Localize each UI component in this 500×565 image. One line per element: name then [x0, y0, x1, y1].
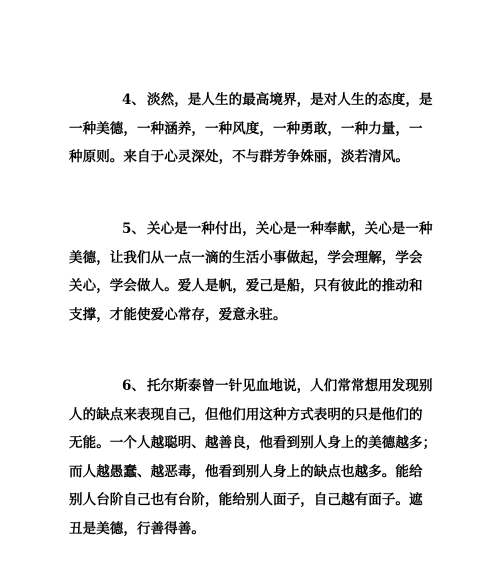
paragraph-first-line	[69, 372, 433, 401]
paragraph-first-line	[69, 215, 433, 244]
paragraph-line: 丑是美德，行善得善。	[69, 520, 205, 537]
paragraph-number: 4、	[122, 92, 146, 108]
paragraph-text: 淡然，是人生的最高境界，是对人生的态度，是	[147, 92, 433, 108]
paragraph-line: 美德，让我们从一点一滴的生活小事做起，学会理解，学会	[69, 249, 423, 266]
paragraph-line: 别人台阶自己也有台阶，能给别人面子，自己越有面子。遮	[69, 492, 423, 508]
paragraph-line: 无能。一个人越聪明、越善良，他看到别人身上的美德越多；	[69, 435, 437, 451]
paragraph-6	[69, 372, 437, 543]
paragraph-number: 6、	[122, 378, 146, 394]
paragraph-text: 关心是一种付出，关心是一种奉献，关心是一种	[147, 221, 433, 237]
paragraph-line: 而人越愚蠢、越恶毒，他看到别人身上的缺点也越多。能给	[69, 463, 423, 480]
paragraph-line: 种原则。来自于心灵深处，不与群芳争姝丽，淡若清风。	[69, 149, 409, 165]
paragraph-first-line	[69, 86, 433, 115]
paragraph-5	[69, 215, 433, 329]
paragraph-4	[69, 86, 433, 172]
paragraph-text: 托尔斯泰曾一针见血地说，人们常常想用发现别	[147, 378, 433, 394]
paragraph-line: 一种美德，一种涵养，一种风度，一种勇敢，一种力量，一	[69, 120, 423, 137]
paragraph-line: 关心，学会做人。爱人是帆，爱己是船，只有彼此的推动和	[69, 278, 423, 294]
paragraph-number: 5、	[122, 221, 146, 237]
paragraph-line: 人的缺点来表现自己，但他们用这种方式表明的只是他们的	[69, 406, 423, 423]
paragraph-line: 支撑，才能使爱心常存，爱意永驻。	[69, 306, 287, 323]
